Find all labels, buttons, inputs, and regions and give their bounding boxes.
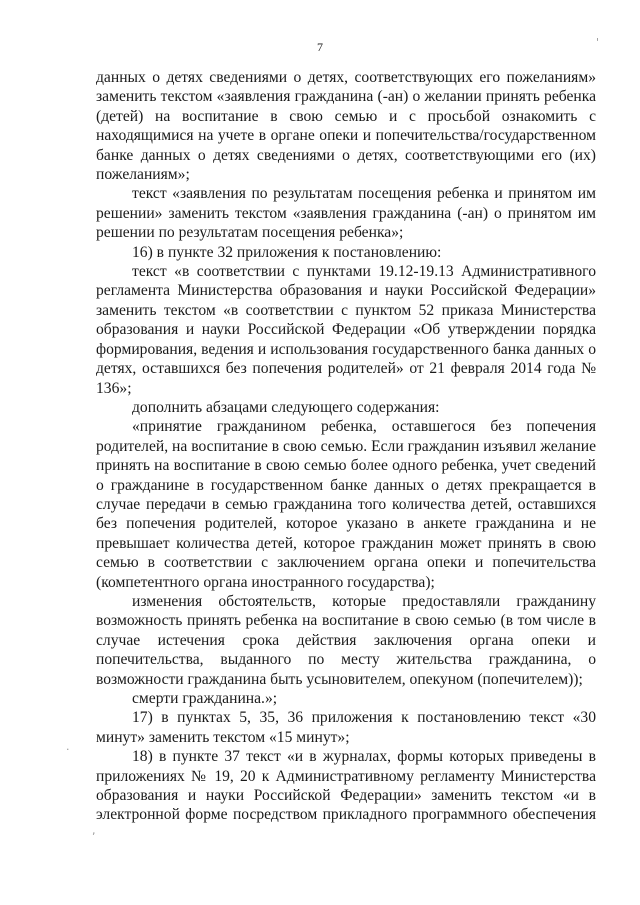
paragraph: смерти гражданина.»; (132, 690, 278, 707)
paragraph: дополнить абзацами следующего содержания: (132, 398, 440, 416)
scan-mark: , (92, 824, 96, 837)
page-number: 7 (317, 40, 323, 54)
paragraph: текст «заявления по результатам посещения ребенка и принятом им решении» заменить текстом «заявления гражданина (-ан) о принятом им решении по результатам посещения ребенка»; (96, 185, 596, 242)
paragraph: текст «в соответствии с пунктами 19.12-19.13 Административного регламента Министерства образования и науки Российской Федерации» заменить текстом «в соответствии с пунктом 52 приказа Министерства образования и науки Российской Федерации «Об утверждении порядка формирования, ведения и использования государственного банка данных о детях, оставшихся без попечения родителей» от 21 февраля 2014 года № 136»; (96, 263, 596, 397)
document-body (96, 68, 596, 825)
paragraph-item-17: 17) в пунктах 5, 35, 36 приложения к постановлению текст «30 минут» заменить текстом «15 минут»; (96, 709, 596, 746)
paragraph-item-18: 18) в пункте 37 текст «и в журналах, формы которых приведены в приложениях № 19, 20 к Административному регламенту Министерства образования и науки Российской Федерации» заменить текстом «и в электронной форме посредством прикладного программного обеспечения (96, 748, 596, 824)
scan-mark: . (66, 740, 70, 753)
paragraph: «принятие гражданином ребенка, оставшегося без попечения родителей, на воспитание в свою семью. Если гражданин изъявил желание принять на воспитание в свою семью более одного ребенка, учет сведений о гражданине в государственном банке данных о детях прекращается в случае передачи в семью гражданина того количества детей, оставшихся без попечения родителей, которое указано в анкете гражданина и не превышает количества детей, которое гражданин может принять в свою семью в соответствии с заключением органа опеки и попечительства (компетентного органа иностранного государства); (96, 418, 596, 591)
paragraph: изменения обстоятельств, которые предоставляли гражданину возможность принять ребенка на воспитание в свою семью (в том числе в случае истечения срока действия заключения органа опеки и попечительства, выданного по месту жительства гражданина, о возможности гражданина быть усыновителем, опекуном (попечителем)); (96, 592, 596, 688)
scan-mark: ' (596, 36, 600, 49)
paragraph-item-16: 16) в пункте 32 приложения к постановлению: (132, 243, 442, 261)
paragraph-continued: данных о детях сведениями о детях, соответствующих его пожеланиям» заменить текстом «заявления гражданина (-ан) о желании принять ребенка (детей) на воспитание в свою семью и с просьбой ознакомить с находящимися на учете в органе опеки и попечительства/государственном банке данных о детях сведениями о детях, соответствующими его (их) пожеланиям»; (96, 69, 596, 184)
